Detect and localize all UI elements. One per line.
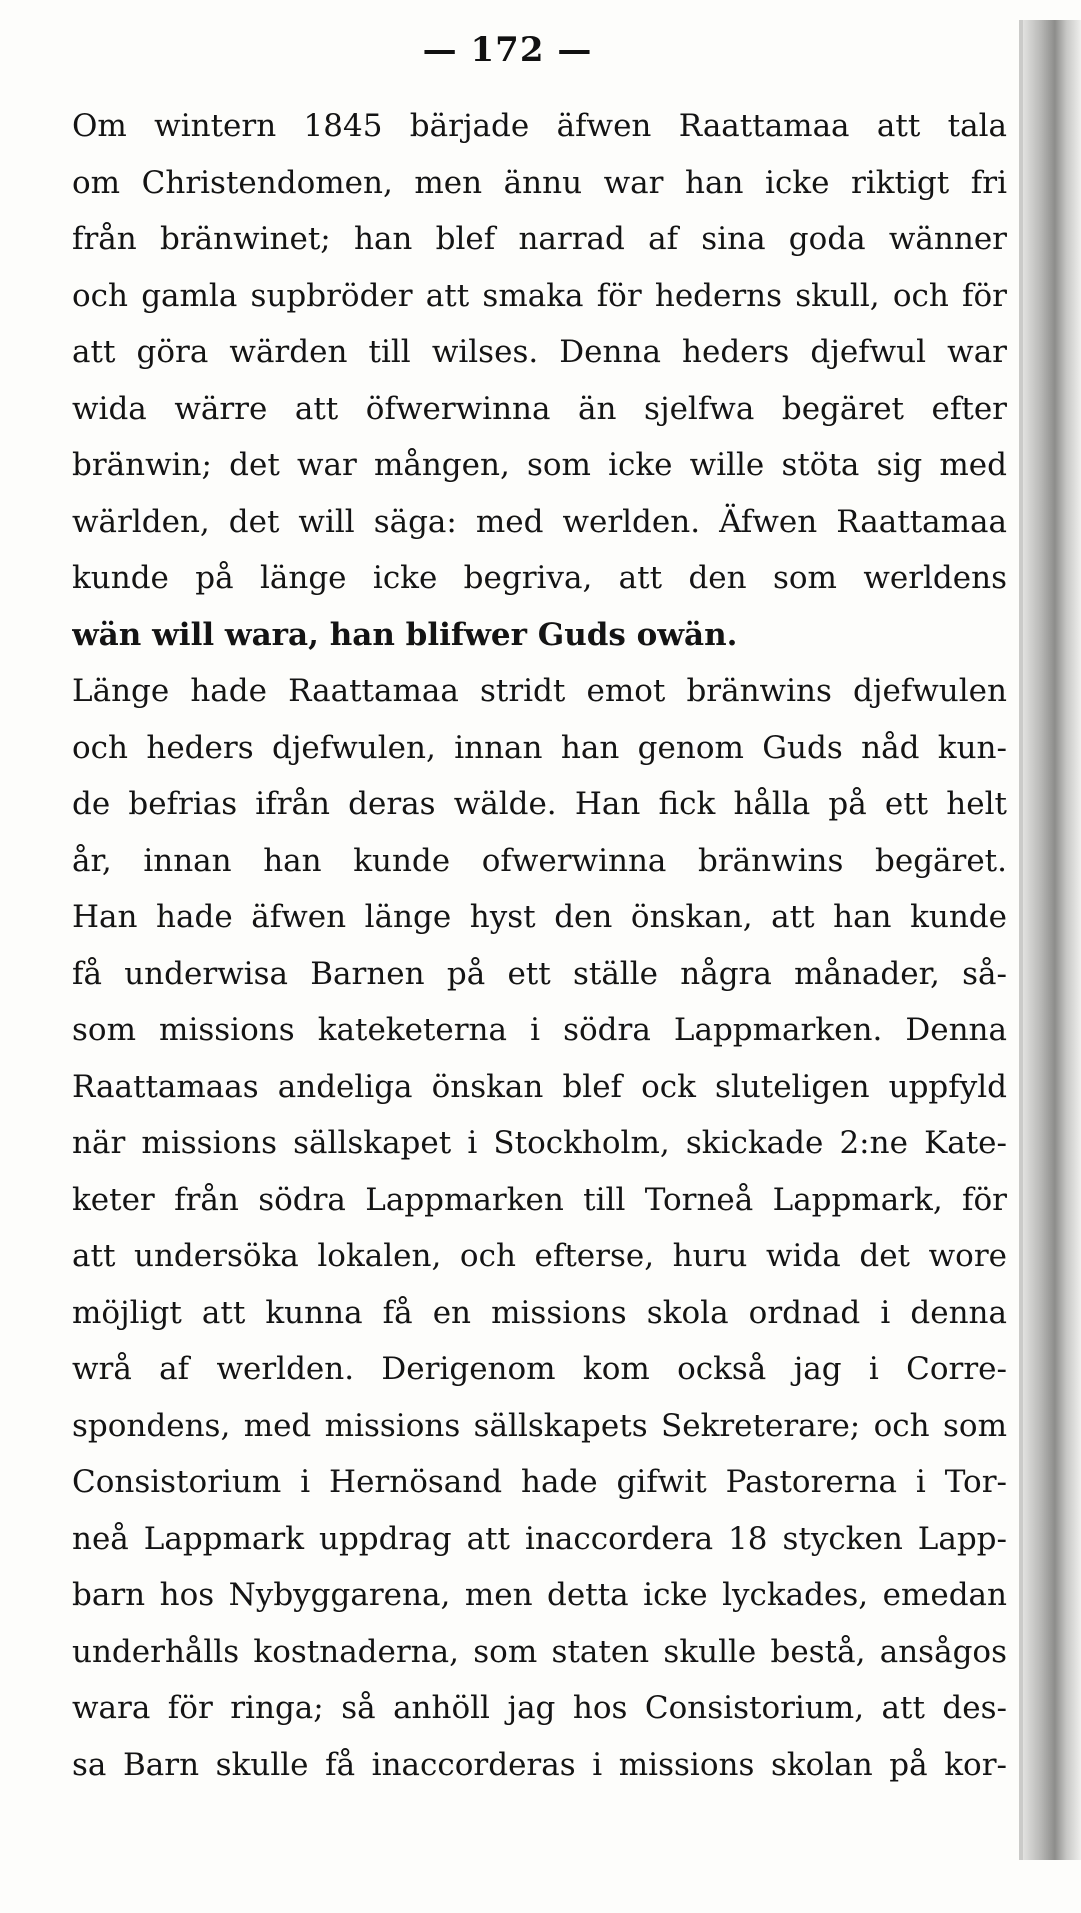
text-line: om Christendomen, men ännu war han icke riktigt fri [72,164,1007,201]
text-line: wän will wara, han blifwer Guds owän. [72,616,738,653]
text-line: keter från södra Lappmarken till Torneå Lappmark, för [72,1181,1007,1218]
text-line: som missions kateketerna i södra Lappmarken. Denna [72,1012,1007,1048]
text-line: Han hade äfwen länge hyst den önskan, att han kunde [72,899,1007,935]
text-line: underhålls kostnaderna, som staten skulle bestå, ansågos [72,1633,1007,1670]
text-line: neå Lappmark uppdrag att inaccordera 18 stycken Lapp- [72,1520,1007,1557]
text-line: Raattamaas andeliga önskan blef ock sluteligen uppfyld [72,1068,1007,1105]
text-line: spondens, med missions sällskapets Sekreterare; och som [72,1407,1007,1444]
text-line: Consistorium i Hernösand hade gifwit Pastorerna i Tor- [72,1464,1007,1500]
text-line: möjligt att kunna få en missions skola ordnad i denna [72,1294,1007,1331]
text-line: kunde på länge icke begriva, att den som werldens [72,560,1007,596]
text-line: wida wärre att öfwerwinna än sjelfwa begäret efter [72,390,1007,427]
text-line: och gamla supbröder att smaka för hederns skull, och för [72,277,1007,314]
text-line: från bränwinet; han blef narrad af sina goda wänner [72,221,1007,257]
text-line: år, innan han kunde ofwerwinna bränwins begäret. [72,842,1007,879]
text-line: bränwin; det war mången, som icke wille stöta sig med [72,447,1007,483]
text-line: de befrias ifrån deras wälde. Han fick hålla på ett helt [72,786,1007,822]
text-line: barn hos Nybyggarena, men detta icke lyckades, emedan [72,1577,1007,1613]
text-line: sa Barn skulle få inaccorderas i missions skolan på kor- [72,1746,1007,1783]
text-line: wara för ringa; så anhöll jag hos Consistorium, att des- [72,1690,1007,1726]
text-line: wärlden, det will säga: med werlden. Äfwen Raattamaa [72,503,1007,540]
text-line: och heders djefwulen, innan han genom Guds nåd kun- [72,729,1007,766]
body-text [72,98,1007,1793]
text-line: att göra wärden till wilses. Denna heders djefwul war [72,334,1007,370]
page-binding-edge [1023,20,1081,1860]
text-line: Länge hade Raattamaa stridt emot bränwins djefwulen [72,673,1007,709]
text-line: wrå af werlden. Derigenom kom också jag i Corre- [72,1351,1007,1387]
text-line: Om wintern 1845 bärjade äfwen Raattamaa att tala [72,108,1007,144]
text-line: få underwisa Barnen på ett ställe några månader, så- [72,955,1007,992]
text-line: att undersöka lokalen, och efterse, huru wida det wore [72,1238,1007,1274]
page-number: — 172 — [422,30,593,70]
text-line: när missions sällskapet i Stockholm, skickade 2:ne Kate- [72,1125,1007,1161]
